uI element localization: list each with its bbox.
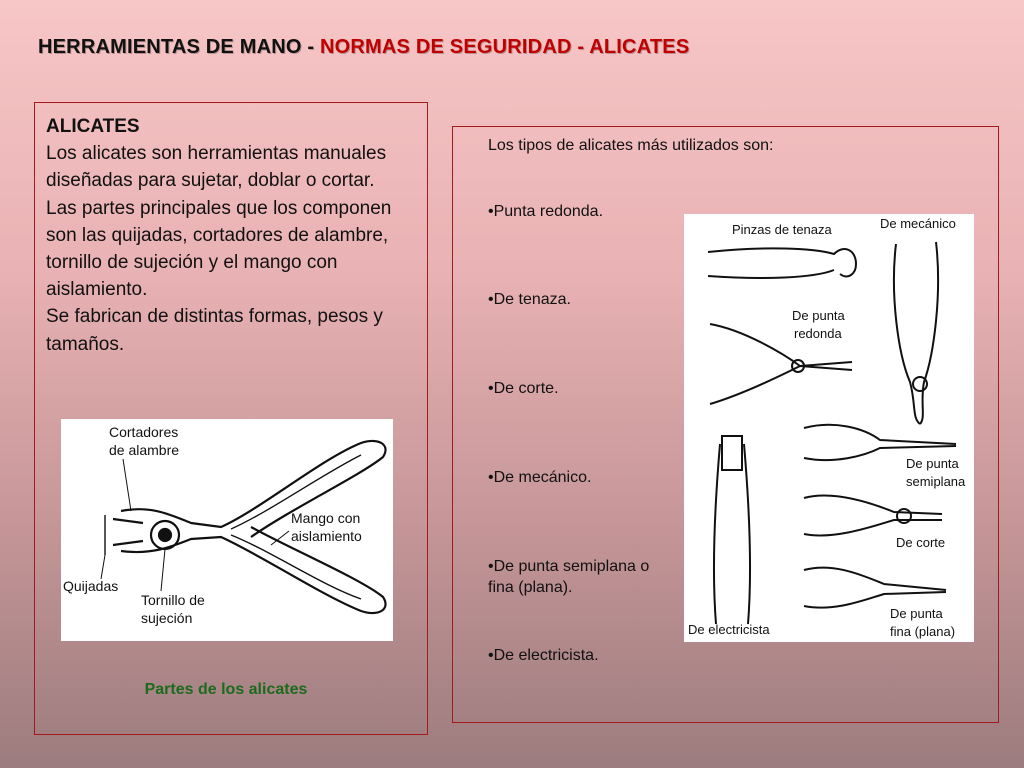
label-semiplana-1: De punta — [906, 456, 959, 471]
list-item: •De tenaza. — [488, 291, 571, 308]
label-screw-2: sujeción — [141, 610, 193, 626]
title-main: HERRAMIENTAS DE MANO - — [38, 36, 321, 58]
label-fina-2: fina (plana) — [890, 624, 956, 639]
types-intro: Los tipos de alicates más utilizados son: — [488, 137, 774, 154]
title-sub: NORMAS DE SEGURIDAD - ALICATES — [320, 36, 690, 58]
pliers-parts-diagram — [61, 419, 393, 641]
pliers-types-svg — [684, 214, 974, 642]
left-panel — [34, 102, 428, 735]
paragraph-parts: Las partes principales que los componen son las quijadas, cortadores de alambre, tornillo de sujeción y el mango con aislamiento. — [46, 197, 392, 301]
label-cutters-1: Cortadores — [109, 424, 179, 440]
types-labels — [688, 216, 966, 639]
pliers-parts-svg — [61, 419, 393, 641]
label-cutters-2: de alambre — [109, 442, 180, 458]
label-punta-redonda-2: redonda — [794, 326, 842, 341]
types-drawings — [708, 242, 956, 624]
label-semiplana-2: semiplana — [906, 474, 966, 489]
list-item: •Punta redonda. — [488, 203, 604, 220]
list-item: •De corte. — [488, 380, 559, 397]
pliers-drawing — [105, 441, 386, 613]
paragraph-definition: Los alicates son herramientas manuales diseñadas para sujetar, doblar o cortar. — [46, 143, 387, 192]
label-mecanico: De mecánico — [880, 216, 956, 231]
label-jaws: Quijadas — [63, 578, 119, 594]
label-screw-1: Tornillo de — [141, 592, 205, 608]
list-item: •De electricista. — [488, 647, 599, 664]
label-tenaza: Pinzas de tenaza — [732, 222, 832, 237]
label-punta-redonda-1: De punta — [792, 308, 845, 323]
page-title — [38, 36, 689, 59]
right-panel — [452, 126, 999, 723]
list-item: •De punta semiplana o fina (plana). — [488, 558, 650, 596]
label-corte: De corte — [896, 535, 946, 550]
left-text — [46, 113, 426, 358]
label-fina-1: De punta — [890, 606, 943, 621]
label-handle-1: Mango con — [291, 510, 361, 526]
pliers-types-image — [684, 214, 974, 642]
paragraph-shapes: Se fabrican de distintas formas, pesos y tamaños. — [46, 306, 383, 355]
label-electricista: De electricista — [688, 622, 770, 637]
diagram-leader-lines — [101, 459, 289, 591]
pliers-heading: ALICATES — [46, 116, 140, 137]
list-item: •De mecánico. — [488, 469, 592, 486]
diagram-caption: Partes de los alicates — [144, 681, 308, 698]
label-handle-2: aislamiento — [291, 528, 362, 544]
